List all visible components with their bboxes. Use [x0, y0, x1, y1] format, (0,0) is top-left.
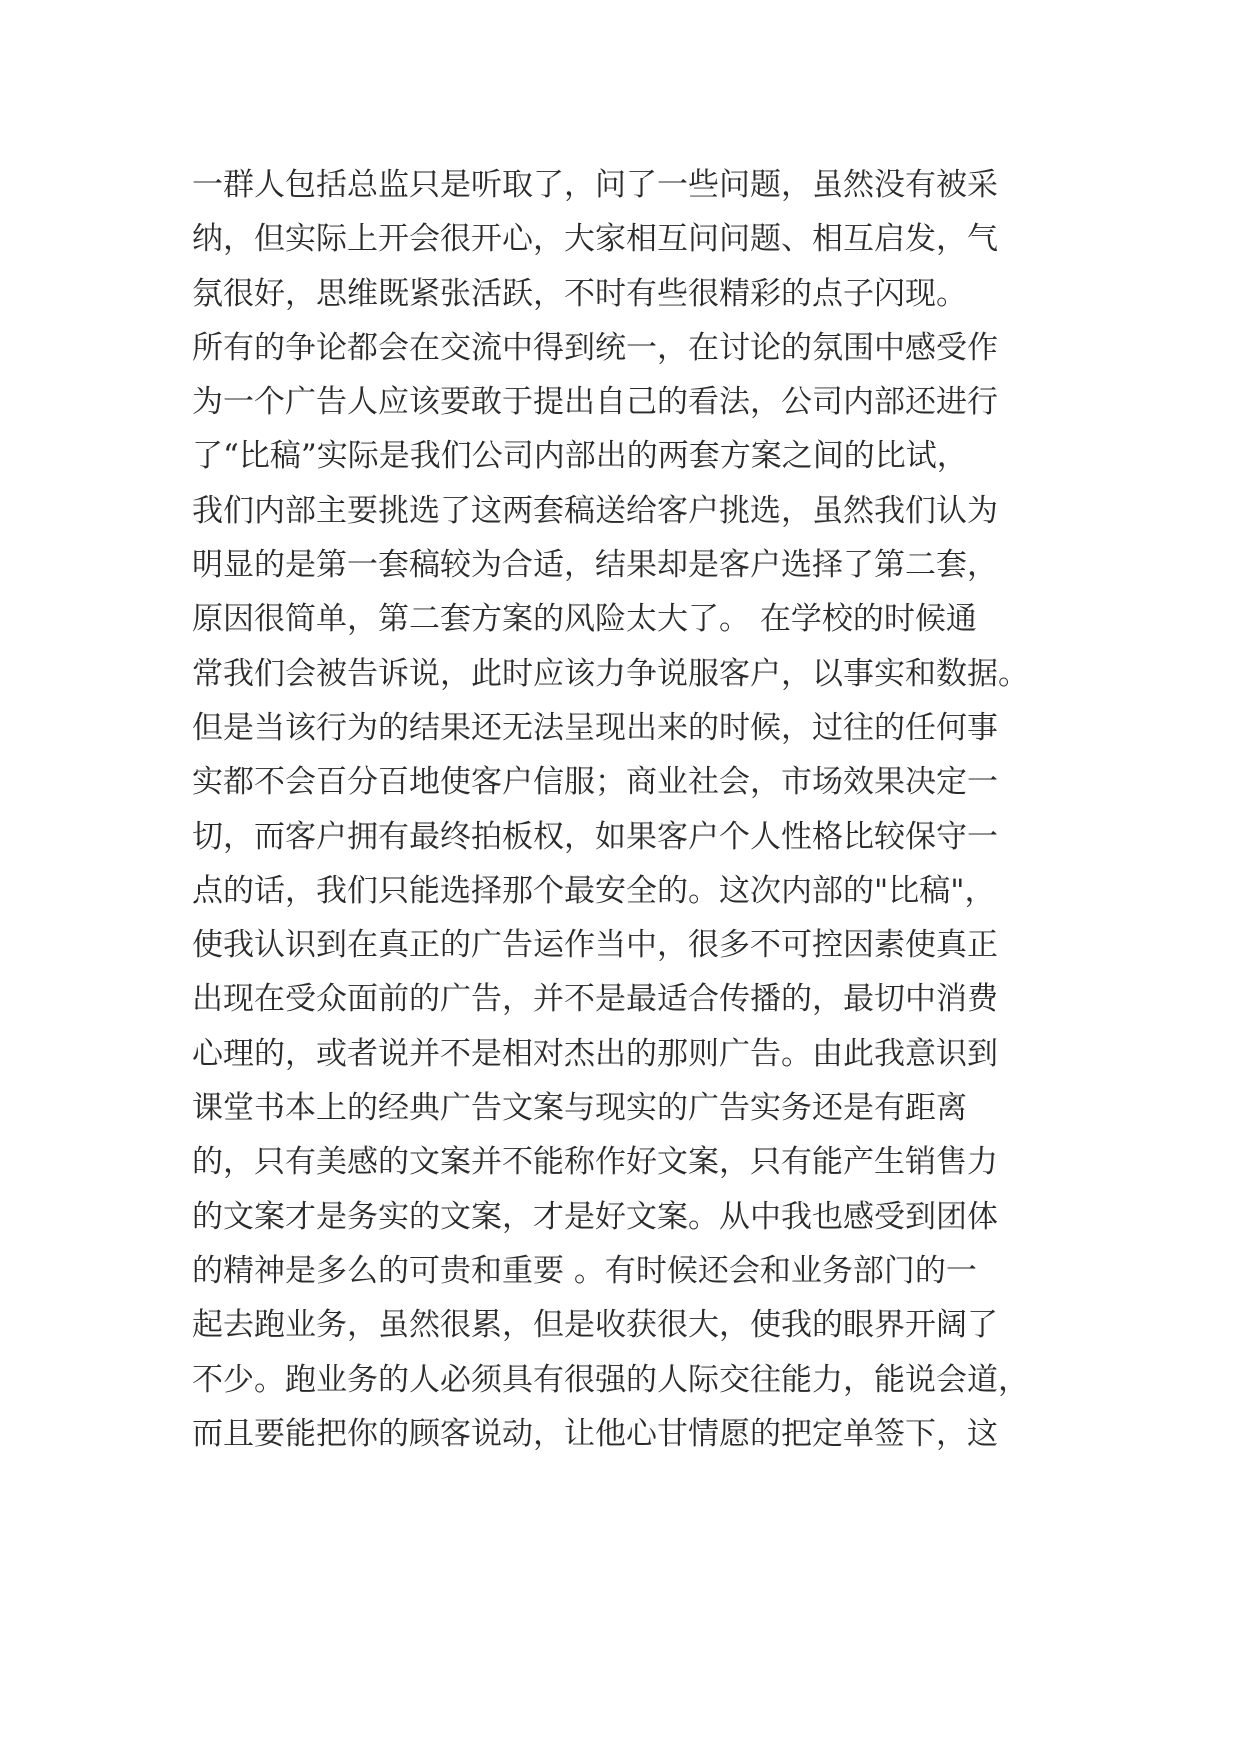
text-line: 为一个广告人应该要敢于提出自己的看法，公司内部还进行	[192, 384, 998, 421]
text-line: 纳，但实际上开会很开心，大家相互问问题、相互启发，气	[192, 221, 998, 258]
text-line: 了“比稿”实际是我们公司内部出的两套方案之间的比试，	[192, 438, 968, 475]
text-line: 原因很简单，第二套方案的风险太大了。 在学校的时候通	[192, 601, 977, 638]
text-line: 氛很好，思维既紧张活跃，不时有些很精彩的点子闪现。	[192, 275, 967, 312]
text-line: 使我认识到在真正的广告运作当中，很多不可控因素使真正	[192, 927, 998, 964]
text-line: 起去跑业务，虽然很累，但是收获很大，使我的眼界开阔了	[192, 1307, 998, 1344]
text-line: 一群人包括总监只是听取了，问了一些问题，虽然没有被采	[192, 167, 998, 203]
text-line: 明显的是第一套稿较为合适，结果却是客户选择了第二套，	[192, 547, 998, 584]
text-line: 点的话，我们只能选择那个最安全的。这次内部的"比稿"，	[192, 872, 996, 909]
text-line: 切，而客户拥有最终拍板权，如果客户个人性格比较保守一	[192, 818, 998, 855]
text-line: 课堂书本上的经典广告文案与现实的广告实务还是有距离	[192, 1090, 967, 1127]
body-text	[192, 158, 1072, 1461]
text-line: 而且要能把你的顾客说动，让他心甘情愿的把定单签下，这	[192, 1415, 998, 1452]
text-line: 的，只有美感的文案并不能称作好文案，只有能产生销售力	[192, 1144, 998, 1181]
text-line: 常我们会被告诉说，此时应该力争说服客户，以事实和数据。	[192, 655, 1029, 692]
text-line: 但是当该行为的结果还无法呈现出来的时候，过往的任何事	[192, 709, 998, 746]
text-line: 我们内部主要挑选了这两套稿送给客户挑选，虽然我们认为	[192, 492, 998, 529]
text-line: 不少。跑业务的人必须具有很强的人际交往能力，能说会道，	[192, 1361, 1029, 1398]
text-line: 所有的争论都会在交流中得到统一，在讨论的氛围中感受作	[192, 329, 998, 366]
text-line: 的文案才是务实的文案，才是好文案。从中我也感受到团体	[192, 1198, 998, 1235]
text-line: 心理的，或者说并不是相对杰出的那则广告。由此我意识到	[192, 1035, 998, 1072]
text-line: 出现在受众面前的广告，并不是最适合传播的，最切中消费	[192, 981, 998, 1018]
text-line: 的精神是多么的可贵和重要 。有时候还会和业务部门的一	[192, 1252, 977, 1289]
text-line: 实都不会百分百地使客户信服；商业社会，市场效果决定一	[192, 764, 998, 801]
